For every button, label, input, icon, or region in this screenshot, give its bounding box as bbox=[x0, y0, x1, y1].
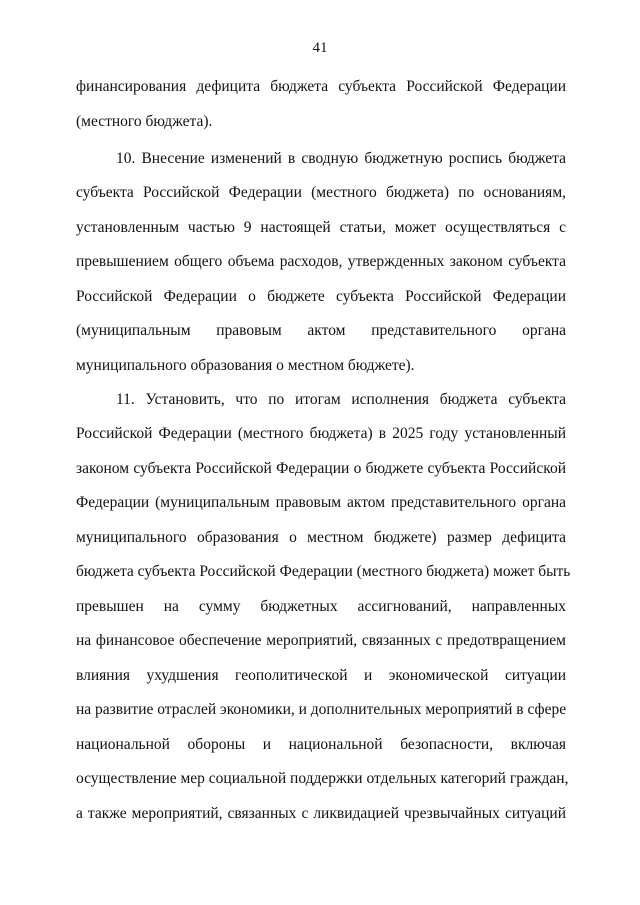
text-line: муниципального образования о местном бюджете) размер дефицита bbox=[76, 529, 566, 546]
page-number: 41 bbox=[312, 40, 328, 56]
text-line: Российской Федерации о бюджете субъекта Российской Федерации bbox=[76, 288, 566, 305]
text-line: осуществление мер социальной поддержки отдельных категорий граждан, bbox=[76, 770, 569, 787]
text-line: 11. Установить, что по итогам исполнения бюджета субъекта bbox=[116, 391, 566, 408]
text-line: бюджета субъекта Российской Федерации (местного бюджета) может быть bbox=[76, 563, 571, 580]
text-line: законом субъекта Российской Федерации о бюджете субъекта Российской bbox=[76, 460, 566, 477]
text-line: а также мероприятий, связанных с ликвидацией чрезвычайных ситуаций bbox=[76, 805, 566, 822]
text-line: (муниципальным правовым актом представительного органа bbox=[76, 322, 566, 339]
text-line: превышением общего объема расходов, утвержденных законом субъекта bbox=[76, 253, 566, 270]
text-line: муниципального образования о местном бюджете). bbox=[76, 357, 415, 374]
text-line: (местного бюджета). bbox=[76, 113, 213, 130]
text-line: Федерации (муниципальным правовым актом представительного органа bbox=[76, 494, 566, 511]
text-line: субъекта Российской Федерации (местного бюджета) по основаниям, bbox=[76, 184, 566, 201]
text-line: Российской Федерации (местного бюджета) в 2025 году установленный bbox=[76, 425, 566, 442]
text-line: установленным частью 9 настоящей статьи, может осуществляться с bbox=[76, 219, 566, 236]
text-line: влияния ухудшения геополитической и экономической ситуации bbox=[76, 667, 566, 684]
text-line: на финансовое обеспечение мероприятий, связанных с предотвращением bbox=[76, 632, 566, 649]
text-line: на развитие отраслей экономики, и дополнительных мероприятий в сфере bbox=[76, 701, 567, 718]
text-line: превышен на сумму бюджетных ассигнований, направленных bbox=[76, 598, 566, 615]
text-line: финансирования дефицита бюджета субъекта Российской Федерации bbox=[76, 78, 566, 95]
text-line: национальной обороны и национальной безопасности, включая bbox=[76, 736, 566, 753]
text-line: 10. Внесение изменений в сводную бюджетную роспись бюджета bbox=[116, 150, 566, 167]
